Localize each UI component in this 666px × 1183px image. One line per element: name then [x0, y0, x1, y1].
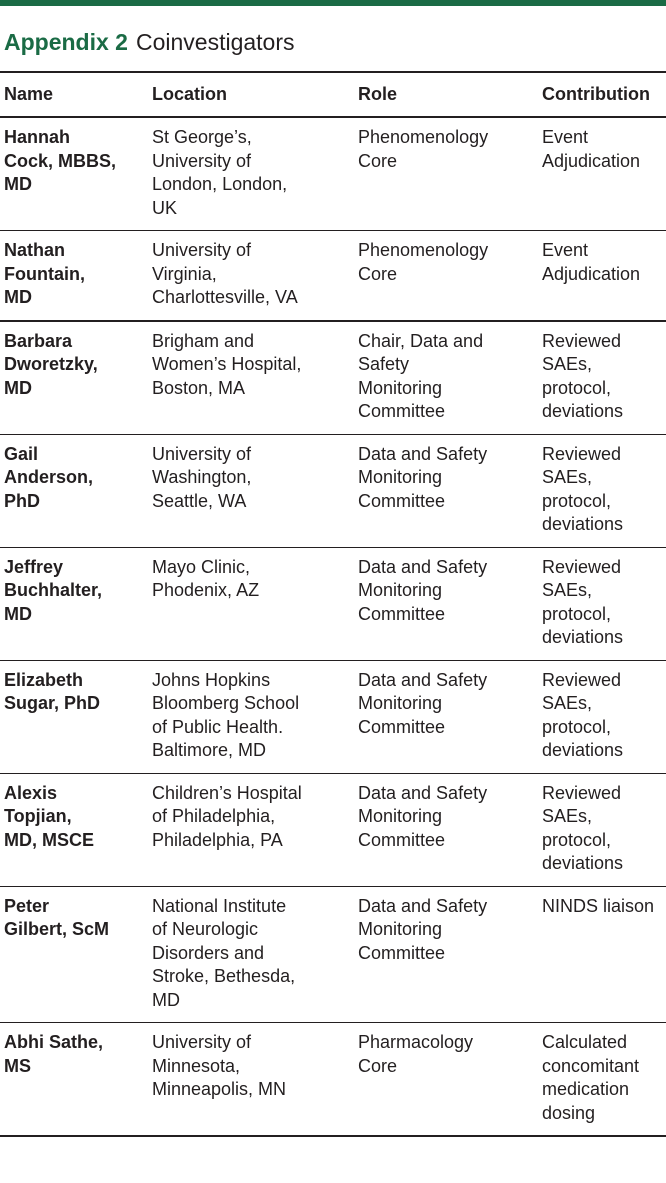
name-cell: [0, 660, 148, 773]
cell-text-line: Adjudication: [542, 263, 641, 284]
cell-text-line: Seattle, WA: [152, 490, 247, 511]
cell-text-line: Barbara: [4, 330, 73, 351]
table-row: [0, 547, 666, 660]
contribution-cell: [538, 773, 666, 886]
cell-text-line: Data and Safety: [358, 895, 488, 916]
cell-text-line: Monitoring: [358, 693, 443, 713]
cell-text-line: Anderson,: [4, 467, 94, 487]
name-cell: [0, 547, 148, 660]
cell-text-line: MD: [152, 989, 180, 1010]
cell-text-line: Children’s Hospital: [152, 782, 302, 803]
cell-text-line: Data and Safety: [358, 556, 488, 577]
cell-text-line: concomitant: [542, 1055, 640, 1076]
cell-text-line: St George’s,: [152, 127, 252, 147]
cell-text-line: protocol,: [542, 490, 612, 511]
location-cell: [148, 321, 354, 435]
cell-text-line: Core: [358, 263, 398, 284]
cell-text-line: University of: [152, 1032, 252, 1052]
contribution-cell: [538, 321, 666, 435]
location-cell: [148, 547, 354, 660]
cell-text-line: Safety: [358, 354, 410, 374]
column-header-role: Role: [354, 72, 538, 117]
cell-text-line: Committee: [358, 401, 446, 421]
cell-text-line: Gilbert, ScM: [4, 919, 110, 939]
cell-text-line: deviations: [542, 401, 624, 421]
cell-text-line: Committee: [358, 603, 446, 624]
cell-text-line: University of: [152, 150, 252, 171]
location-cell: [148, 886, 354, 1023]
cell-text-line: medication: [542, 1079, 630, 1099]
cell-text-line: Hannah: [4, 127, 71, 147]
cell-text-line: Stroke, Bethesda,: [152, 966, 296, 986]
cell-text-line: Monitoring: [358, 467, 443, 487]
cell-text-line: MD: [4, 174, 32, 194]
column-header-name: Name: [0, 72, 148, 117]
cell-text-line: Women’s Hospital,: [152, 354, 302, 374]
cell-text-line: Buchhalter,: [4, 580, 103, 600]
role-cell: [354, 231, 538, 321]
cell-text-line: Phodenix, AZ: [152, 580, 260, 600]
cell-text-line: Baltimore, MD: [152, 740, 267, 760]
cell-text-line: MD: [4, 377, 32, 398]
cell-text-line: MS: [4, 1055, 31, 1076]
table-row: [0, 321, 666, 435]
cell-text-line: UK: [152, 197, 178, 218]
cell-text-line: Elizabeth: [4, 669, 84, 690]
cell-text-line: Virginia,: [152, 263, 217, 284]
role-cell: [354, 117, 538, 231]
table-row: [0, 1023, 666, 1137]
cell-text-line: Data and Safety: [358, 669, 488, 690]
contribution-cell: [538, 117, 666, 231]
cell-text-line: SAEs,: [542, 354, 593, 374]
cell-text-line: MD: [4, 287, 32, 307]
table-row: [0, 660, 666, 773]
cell-text-line: Core: [358, 150, 398, 171]
name-cell: [0, 231, 148, 321]
role-cell: [354, 321, 538, 435]
cell-text-line: SAEs,: [542, 467, 593, 487]
cell-text-line: Pharmacology: [358, 1032, 474, 1052]
table-body: [0, 117, 666, 1136]
cell-text-line: Gail: [4, 443, 39, 464]
cell-text-line: Brigham and: [152, 330, 255, 351]
cell-text-line: Washington,: [152, 467, 252, 487]
name-cell: [0, 1023, 148, 1137]
cell-text-line: University of: [152, 240, 252, 260]
contribution-cell: [538, 434, 666, 547]
cell-text-line: Monitoring: [358, 806, 443, 826]
table-row: [0, 117, 666, 231]
cell-text-line: Topjian,: [4, 806, 72, 826]
contribution-cell: [538, 1023, 666, 1137]
cell-text-line: Adjudication: [542, 150, 641, 171]
column-header-location: Location: [148, 72, 354, 117]
cell-text-line: Philadelphia, PA: [152, 829, 283, 850]
cell-text-line: SAEs,: [542, 693, 593, 713]
cell-text-line: Committee: [358, 490, 446, 511]
table-header-row: [0, 72, 666, 117]
location-cell: [148, 660, 354, 773]
cell-text-line: of Neurologic: [152, 919, 259, 939]
cell-text-line: protocol,: [542, 377, 612, 398]
cell-text-line: PhD: [4, 490, 40, 511]
name-cell: [0, 434, 148, 547]
top-accent-bar: [0, 0, 666, 6]
cell-text-line: Reviewed: [542, 443, 622, 464]
cell-text-line: Monitoring: [358, 377, 443, 398]
role-cell: [354, 1023, 538, 1137]
cell-text-line: of Public Health.: [152, 716, 284, 737]
cell-text-line: Reviewed: [542, 330, 622, 351]
cell-text-line: MD: [4, 603, 32, 624]
cell-text-line: Core: [358, 1055, 398, 1076]
cell-text-line: Boston, MA: [152, 377, 246, 398]
cell-text-line: Minnesota,: [152, 1055, 241, 1076]
cell-text-line: Alexis: [4, 782, 58, 803]
cell-text-line: Cock, MBBS,: [4, 150, 117, 171]
cell-text-line: Mayo Clinic,: [152, 556, 251, 577]
name-cell: [0, 117, 148, 231]
appendix-label: Appendix 2: [4, 29, 128, 55]
cell-text-line: Chair, Data and: [358, 330, 484, 351]
cell-text-line: protocol,: [542, 716, 612, 737]
cell-text-line: Calculated: [542, 1032, 628, 1052]
contribution-cell: [538, 886, 666, 1023]
cell-text-line: dosing: [542, 1102, 596, 1123]
name-cell: [0, 321, 148, 435]
cell-text-line: of Philadelphia,: [152, 806, 276, 826]
role-cell: [354, 547, 538, 660]
table-row: [0, 773, 666, 886]
cell-text-line: deviations: [542, 740, 624, 760]
cell-text-line: Dworetzky,: [4, 354, 98, 374]
cell-text-line: Fountain,: [4, 263, 85, 284]
cell-text-line: deviations: [542, 627, 624, 647]
cell-text-line: University of: [152, 443, 252, 464]
cell-text-line: Data and Safety: [358, 443, 488, 464]
cell-text-line: Reviewed: [542, 782, 622, 803]
cell-text-line: Peter: [4, 895, 50, 916]
page-title: [4, 27, 295, 57]
cell-text-line: Minneapolis, MN: [152, 1079, 287, 1099]
name-cell: [0, 886, 148, 1023]
name-cell: [0, 773, 148, 886]
cell-text-line: SAEs,: [542, 806, 593, 826]
cell-text-line: Sugar, PhD: [4, 693, 101, 713]
cell-text-line: Monitoring: [358, 919, 443, 939]
cell-text-line: Nathan: [4, 240, 66, 260]
contribution-cell: [538, 660, 666, 773]
column-header-contribution: Contribution: [538, 72, 666, 117]
role-cell: [354, 660, 538, 773]
cell-text-line: Johns Hopkins: [152, 669, 271, 690]
cell-text-line: Charlottesville, VA: [152, 287, 298, 307]
cell-text-line: protocol,: [542, 829, 612, 850]
cell-text-line: Jeffrey: [4, 556, 64, 577]
cell-text-line: SAEs,: [542, 580, 593, 600]
coinvestigators-table: [0, 71, 666, 1137]
cell-text-line: Committee: [358, 829, 446, 850]
cell-text-line: NINDS liaison: [542, 895, 655, 916]
cell-text-line: Abhi Sathe,: [4, 1032, 104, 1052]
contribution-cell: [538, 231, 666, 321]
location-cell: [148, 117, 354, 231]
cell-text-line: Phenomenology: [358, 240, 489, 260]
cell-text-line: Committee: [358, 716, 446, 737]
cell-text-line: Disorders and: [152, 942, 265, 963]
role-cell: [354, 886, 538, 1023]
cell-text-line: Phenomenology: [358, 127, 489, 147]
table-row: [0, 231, 666, 321]
location-cell: [148, 1023, 354, 1137]
table-row: [0, 886, 666, 1023]
cell-text-line: MD, MSCE: [4, 829, 94, 850]
appendix-title: Coinvestigators: [135, 29, 295, 55]
cell-text-line: Reviewed: [542, 669, 622, 690]
contribution-cell: [538, 547, 666, 660]
location-cell: [148, 434, 354, 547]
cell-text-line: Bloomberg School: [152, 693, 300, 713]
cell-text-line: Event: [542, 127, 589, 147]
cell-text-line: Event: [542, 240, 589, 260]
cell-text-line: protocol,: [542, 603, 612, 624]
cell-text-line: Reviewed: [542, 556, 622, 577]
cell-text-line: Committee: [358, 942, 446, 963]
role-cell: [354, 434, 538, 547]
role-cell: [354, 773, 538, 886]
cell-text-line: deviations: [542, 853, 624, 873]
cell-text-line: London, London,: [152, 174, 288, 194]
cell-text-line: Monitoring: [358, 580, 443, 600]
cell-text-line: Data and Safety: [358, 782, 488, 803]
location-cell: [148, 231, 354, 321]
cell-text-line: National Institute: [152, 895, 287, 916]
location-cell: [148, 773, 354, 886]
cell-text-line: deviations: [542, 514, 624, 534]
table-row: [0, 434, 666, 547]
